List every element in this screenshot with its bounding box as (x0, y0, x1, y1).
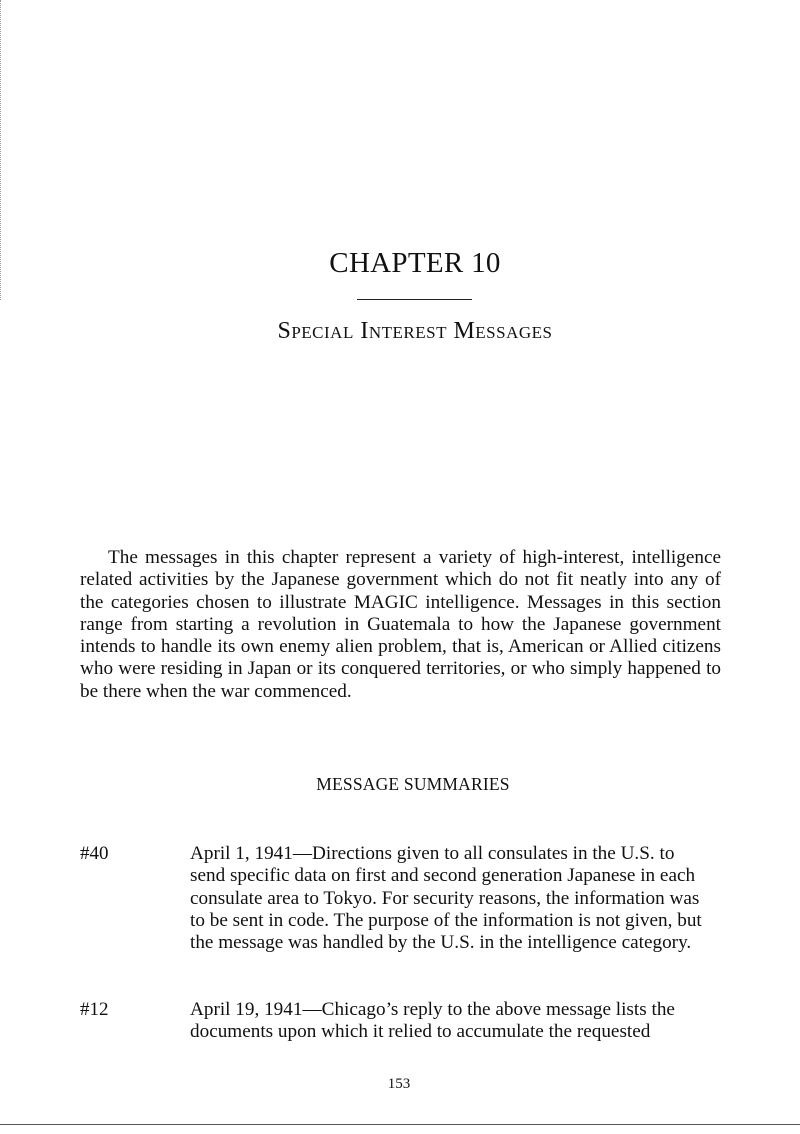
message-number: #12 (80, 999, 109, 1020)
message-number: #40 (80, 843, 109, 864)
section-heading: MESSAGE SUMMARIES (316, 774, 510, 794)
chapter-title: CHAPTER 10 (329, 247, 501, 279)
page-bottom-rule (0, 1124, 800, 1125)
message-summary-text: April 1, 1941—Directions given to all consulates in the U.S. to send specific data on first and second generation Japanese in each consulate area to Tokyo. For security reasons, the information was to be sent in code. The purpose of the information is not given, but the message was handled by the U.S. in the intelligence category. (190, 843, 702, 954)
page-number: 153 (387, 1076, 411, 1092)
message-summary-text: April 19, 1941—Chicago’s reply to the above message lists the documents upon which it relied to accumulate the requested (190, 999, 675, 1043)
intro-paragraph: The messages in this chapter represent a variety of high-interest, intelligence related activities by the Japanese government which do not fit neatly into any of the categories chosen to illustrate MAGIC intelligence. Messages in this section range from starting a revolution in Guatemala to how the Japanese government intends to handle its own enemy alien problem, that is, American or Allied citizens who were residing in Japan or its conquered territories, or who simply happened to be there when the war commenced. (80, 547, 721, 702)
chapter-title-rule (357, 299, 472, 300)
chapter-subtitle: Special Interest Messages (277, 318, 553, 344)
